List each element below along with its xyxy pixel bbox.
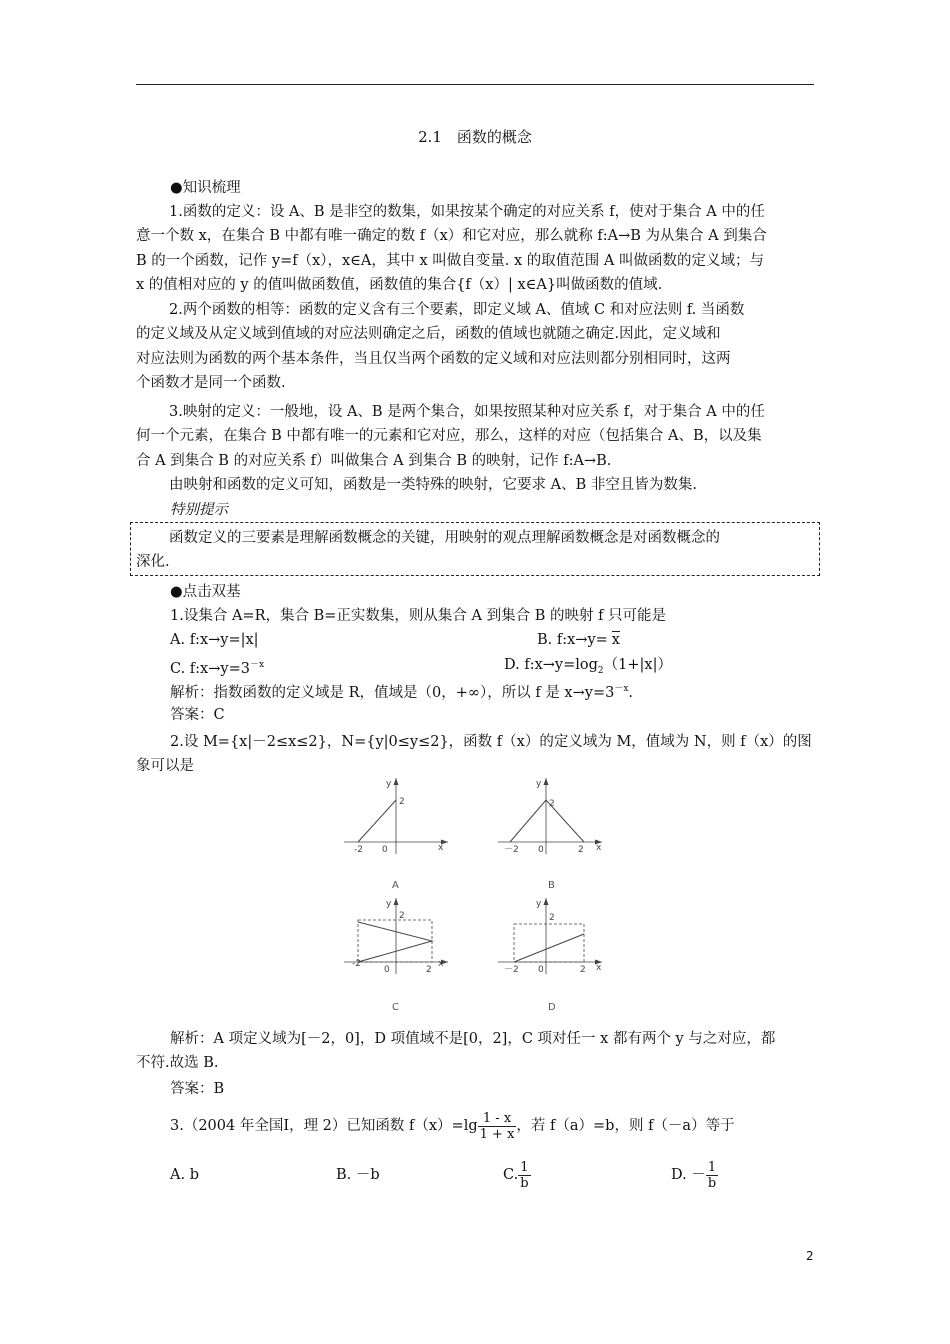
- q3-stem-post: ，若 f（a）=b，则 f（－a）等于: [516, 1118, 735, 1134]
- tick-neg-two: -2: [352, 959, 361, 969]
- text-line: 合 A 到集合 B 的对应关系 f）叫做集合 A 到集合 B 的映射，记作 f:A→B.: [136, 452, 612, 469]
- axis-x-label: x: [596, 963, 602, 973]
- q3-stem-pre: 3.（2004 年全国Ⅰ，理 2）已知函数 f（x）=lg: [170, 1118, 478, 1134]
- axis-x-label: x: [438, 843, 444, 853]
- section-heading-basics: ●点击双基: [170, 584, 241, 600]
- text-line: 的定义域及从定义域到值域的对应法则确定之后，函数的值域也就随之确定.因此，定义域和: [136, 326, 721, 343]
- option-text: B. f:x→y=: [537, 632, 608, 648]
- q3-option-b: B. －b: [336, 1167, 380, 1183]
- fraction-denominator: b: [520, 1175, 529, 1191]
- q1-option-a: A. f:x→y=|x|: [170, 632, 259, 648]
- exponent: －x: [614, 684, 629, 694]
- q1-analysis: [170, 677, 633, 705]
- tip-text: [136, 526, 814, 574]
- origin-label: 0: [382, 845, 388, 855]
- sqrt-radicand: x: [611, 632, 620, 648]
- q2-analysis-line1: 解析：A 项定义域为[－2，0]，D 项值域不是[0，2]，C 项对任一 x 都有两个 y 与之对应，都: [170, 1031, 776, 1047]
- tick-two: 2: [399, 911, 405, 921]
- text-line: 3.映射的定义：一般地，设 A、B 是两个集合，如果按照某种对应关系 f，对于集合 A 中的任: [169, 404, 765, 420]
- q1-option-b: [537, 628, 620, 652]
- origin-label: 0: [384, 965, 390, 975]
- origin-label: 0: [538, 965, 544, 975]
- text-line: 深化.: [136, 554, 170, 570]
- axis-y-label: y: [386, 899, 392, 909]
- graph-a: [344, 776, 454, 860]
- graph-a-caption: A: [392, 880, 399, 891]
- option-text: D. f:x→y=log: [504, 657, 598, 673]
- graph-c-caption: C: [392, 1002, 399, 1013]
- option-text-tail: （1+|x|）: [603, 657, 672, 673]
- graph-b: [498, 776, 608, 860]
- analysis-tail: .: [628, 684, 634, 701]
- tick-two: 2: [578, 845, 584, 855]
- log-base: 2: [597, 665, 604, 676]
- q2-answer: 答案：B: [170, 1081, 225, 1097]
- q2-analysis-line2: 不符.故选 B.: [136, 1055, 219, 1071]
- tick-two: 2: [580, 965, 586, 975]
- option-text: C. f:x→y=3: [170, 660, 250, 677]
- q1-stem: 1.设集合 A=R，集合 B=正实数集，则从集合 A 到集合 B 的映射 f 只可能是: [170, 608, 667, 624]
- fraction-numerator: 1: [518, 1160, 530, 1176]
- paragraph-mapping-definition: [136, 400, 814, 498]
- graph-b-caption: B: [548, 880, 555, 891]
- graph-d: [498, 896, 608, 980]
- text-line: 函数定义的三要素是理解函数概念的关键，用映射的观点理解函数概念是对函数概念的: [169, 530, 720, 546]
- text-line: B 的一个函数，记作 y=f（x），x∈A，其中 x 叫做自变量. x 的取值范围 A 叫做函数的定义域；与: [136, 252, 764, 269]
- text-line: 个函数才是同一个函数.: [136, 375, 286, 392]
- option-prefix: C.: [503, 1167, 519, 1183]
- q3-fraction: [478, 1111, 517, 1142]
- q3-option-d: [671, 1158, 718, 1192]
- text-line: x 的值相对应的 y 的值叫做函数值，函数值的集合{f（x）| x∈A}叫做函数的值域.: [136, 277, 663, 294]
- analysis-text: 解析：指数函数的定义域是 R，值域是（0，+∞），所以 f 是 x→y=3: [170, 684, 615, 701]
- fraction-numerator: 1: [706, 1160, 718, 1176]
- graph-d-caption: D: [548, 1002, 556, 1013]
- text-line: 2.两个函数的相等：函数的定义含有三个要素，即定义域 A、值域 C 和对应法则 f. 当函数: [169, 302, 745, 318]
- axis-x-label: x: [596, 843, 602, 853]
- text-line: 1.函数的定义：设 A、B 是非空的数集，如果按某个确定的对应关系 f，使对于集合 A 中的任: [169, 204, 765, 220]
- q1-answer: 答案：C: [170, 707, 225, 723]
- text-line: 何一个元素，在集合 B 中都有唯一的元素和它对应，那么，这样的对应（包括集合 A、B，以及集: [136, 428, 762, 445]
- text-line: 由映射和函数的定义可知，函数是一类特殊的映射，它要求 A、B 非空且皆为数集.: [169, 477, 697, 494]
- page-title: 2.1 函数的概念: [418, 128, 532, 146]
- tip-label: 特别提示: [170, 502, 228, 518]
- q2-stem-line1: 2.设 M={x|－2≤x≤2}，N={y|0≤y≤2}，函数 f（x）的定义域为 M，值域为 N，则 f（x）的图: [170, 734, 812, 750]
- axis-x-label: x: [438, 959, 444, 969]
- section-heading-knowledge: ●知识梳理: [170, 180, 241, 196]
- tick-neg-two: -2: [354, 845, 363, 855]
- text-line: 对应法则为函数的两个基本条件，当且仅当两个函数的定义域和对应法则都分别相同时，这两: [136, 350, 731, 367]
- paragraph-function-equality: [136, 298, 814, 396]
- axis-y-label: y: [536, 899, 542, 909]
- option-fraction: [706, 1160, 718, 1191]
- option-prefix: D. －: [671, 1167, 706, 1183]
- q2-stem-line2: 象可以是: [136, 758, 194, 774]
- axis-y-label: y: [386, 779, 392, 789]
- q3-option-a: A. b: [170, 1167, 199, 1183]
- paragraph-function-definition: [136, 200, 814, 298]
- fraction-numerator: 1 - x: [478, 1111, 517, 1127]
- axis-y-label: y: [536, 779, 542, 789]
- origin-label: 0: [538, 845, 544, 855]
- exponent: －x: [249, 660, 265, 670]
- q3-option-c: [503, 1158, 531, 1192]
- tick-two: 2: [549, 799, 555, 809]
- tick-two: 2: [549, 913, 555, 923]
- option-fraction: [518, 1160, 530, 1191]
- page-number: 2: [806, 1249, 814, 1263]
- tick-neg-two: －2: [504, 965, 519, 975]
- fraction-denominator: 1 + x: [479, 1126, 515, 1142]
- q3-stem: [170, 1108, 735, 1144]
- graph-c: [344, 896, 454, 980]
- tick-neg-two: －2: [504, 845, 519, 855]
- tick-two: 2: [426, 965, 432, 975]
- header-rule: [136, 84, 814, 85]
- fraction-denominator: b: [707, 1175, 717, 1191]
- text-line: 意一个数 x，在集合 B 中都有唯一确定的数 f（x）和它对应，那么就称 f:A→B 为从集合 A 到集合: [136, 228, 767, 245]
- tick-two: 2: [399, 797, 405, 807]
